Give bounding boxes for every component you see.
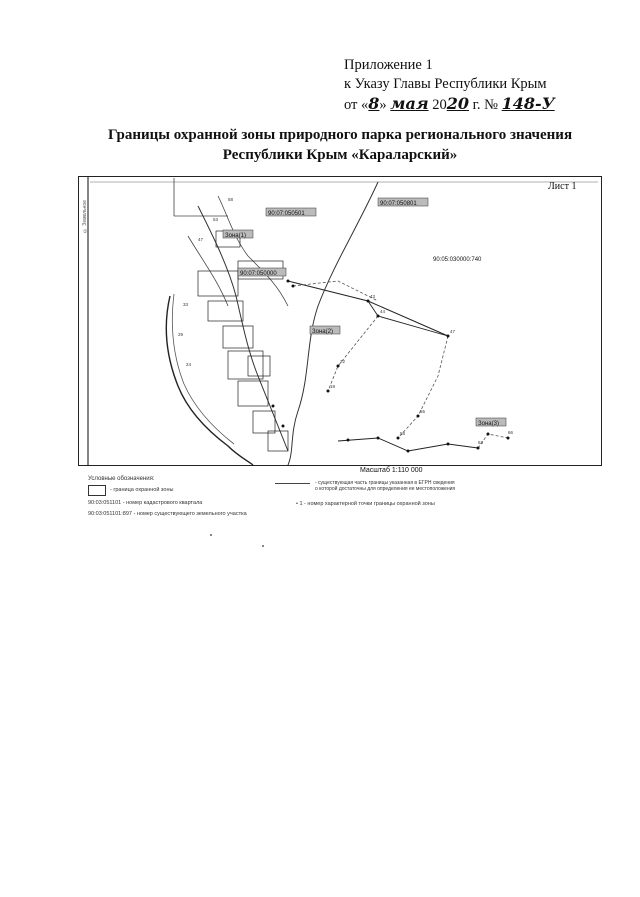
sheet-number: Лист 1 — [548, 181, 577, 192]
document-title — [60, 125, 620, 165]
scan-speck — [262, 545, 264, 547]
date-day: 8 — [368, 94, 380, 113]
map-drawing — [78, 176, 602, 466]
decree-number: 148-У — [501, 94, 555, 113]
year-prefix: 20 — [432, 97, 447, 113]
svg-text:29: 29 — [178, 332, 184, 337]
legend-point-symbol: • 1 — [296, 501, 303, 507]
legend-cadastral-code: 90:03:051101 — [88, 500, 122, 506]
legend-title: Условные обозначения: — [88, 476, 155, 482]
svg-text:33: 33 — [183, 302, 189, 307]
legend-zone-swatch — [88, 485, 106, 496]
legend-parcel-desc: - номер существующего земельного участка — [133, 511, 247, 517]
title-line-1: Границы охранной зоны природного парка регионального значения — [107, 127, 573, 143]
parcel-label-b: 90:07:050801 — [380, 201, 417, 207]
svg-text:43: 43 — [370, 294, 376, 299]
legend-parcel — [88, 511, 247, 517]
svg-text:63: 63 — [478, 440, 484, 445]
legend-parcel-code: 90:03:051101:897 — [88, 511, 132, 517]
legend-cadastral — [88, 500, 202, 506]
decree-date-number — [344, 94, 634, 115]
year-suffix: 20 — [446, 94, 469, 113]
date-prefix: от « — [344, 97, 369, 113]
date-mid: » — [379, 97, 387, 113]
number-prefix: г. № — [472, 97, 499, 113]
svg-text:47: 47 — [450, 329, 456, 334]
protection-zone-dashed — [293, 281, 378, 301]
svg-text:44: 44 — [380, 309, 386, 314]
appendix-header — [344, 56, 634, 115]
zone-a-label: Зона(1) — [225, 233, 246, 239]
map-side-label: © Земельное — [82, 200, 88, 234]
svg-text:58: 58 — [400, 431, 406, 436]
zone-main-label: 90:05:030000:740 — [433, 257, 482, 263]
legend-zone-boundary: - граница охранной зоны — [110, 487, 174, 493]
svg-text:24: 24 — [186, 362, 192, 367]
svg-text:66: 66 — [508, 430, 514, 435]
coastline — [166, 296, 253, 465]
legend-cadastral-desc: - номер кадастрового квартала — [122, 500, 203, 506]
svg-text:58: 58 — [228, 197, 234, 202]
title-line-2: Республики Крым «Караларский» — [222, 147, 458, 163]
scan-speck — [210, 534, 212, 536]
svg-text:22: 22 — [340, 359, 346, 364]
map-border — [79, 177, 602, 466]
legend-point-desc: - номер характерной точки границы охранной зоны — [304, 501, 435, 507]
parcel-label-c: 90:07:050000 — [240, 271, 277, 277]
cadastral-boundary — [288, 182, 378, 465]
legend-line-desc-2: о которой достаточны для определения ее местоположения — [315, 486, 456, 492]
svg-text:55: 55 — [420, 409, 426, 414]
zone-boundary — [198, 206, 288, 451]
decree-reference: к Указу Главы Республики Крым — [344, 76, 547, 92]
boundary-map — [78, 176, 602, 466]
protection-zone-line — [338, 438, 478, 451]
legend-point — [296, 501, 435, 507]
map-scale: Масштаб 1:110 000 — [360, 467, 423, 474]
legend-line-swatch — [275, 483, 310, 484]
date-month: мая — [390, 94, 429, 113]
parcel-label-a: 90:07:050501 — [268, 211, 305, 217]
coastline-inner — [172, 294, 234, 444]
svg-text:53: 53 — [213, 217, 219, 222]
svg-text:19: 19 — [330, 384, 336, 389]
svg-text:47: 47 — [198, 237, 204, 242]
appendix-title: Приложение 1 — [344, 57, 433, 73]
legend-line-desc — [315, 480, 465, 492]
zone-c-label: Зона(3) — [478, 421, 499, 427]
legend-line-desc-1: - существующая часть границы указанная в ЕГРН сведения — [315, 480, 455, 486]
zone-b-label: Зона(2) — [312, 329, 333, 335]
protection-zone-dashed — [398, 336, 448, 438]
